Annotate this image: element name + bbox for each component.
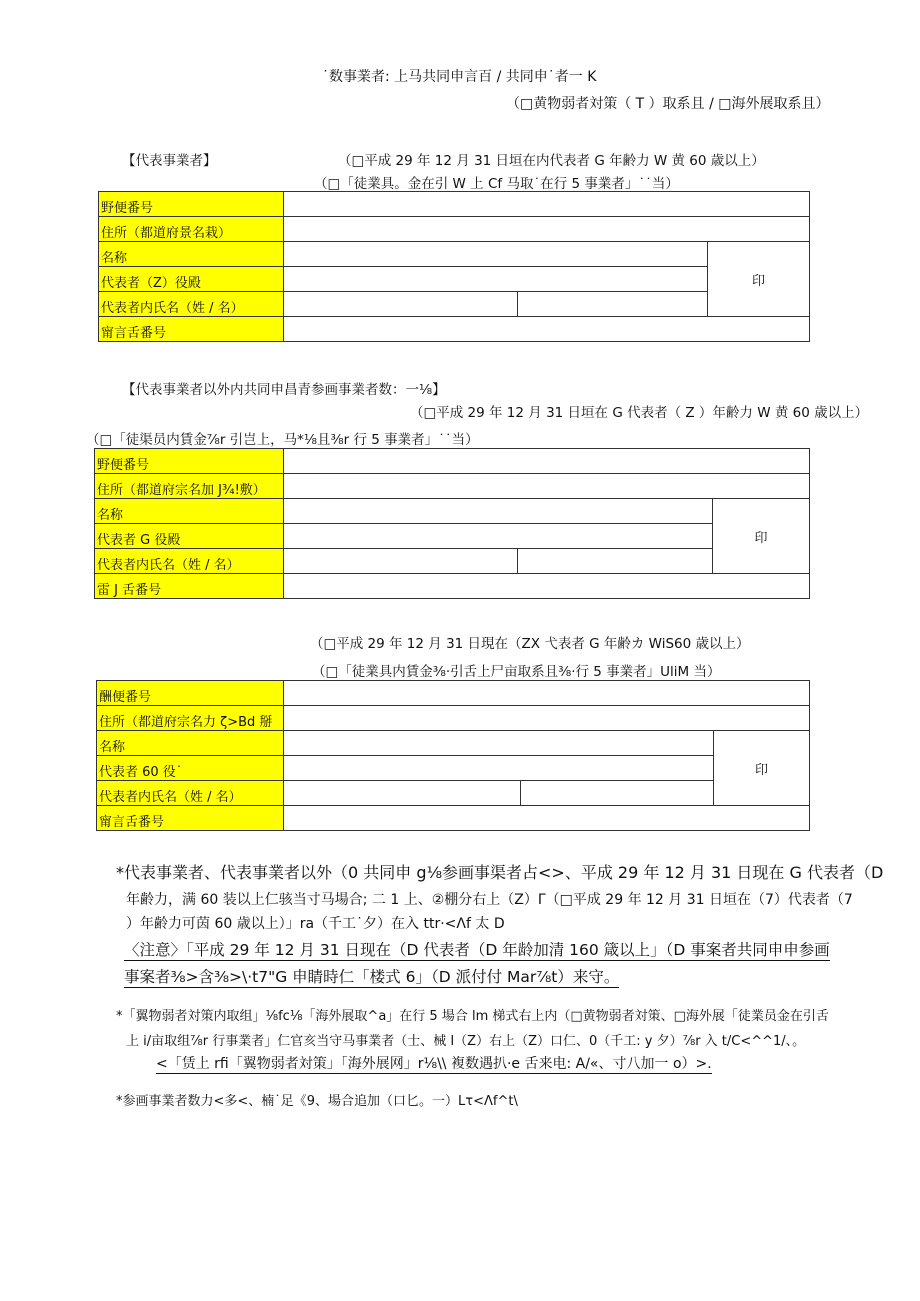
block1-form-table [98, 191, 810, 342]
family-name-field[interactable] [284, 549, 518, 574]
company-name-label: 名称 [99, 242, 284, 267]
address-label: 住所（都道府宗名力 ζ>Bd 掰 [97, 706, 284, 731]
postal-code-field[interactable] [284, 681, 810, 706]
phone-field[interactable] [284, 317, 810, 342]
block3-condition-wage: （□「徒業具内賃金⅜·引舌上尸亩取系且⅜·行 5 事業者」UliM 当） [312, 664, 721, 680]
representative-title-field[interactable] [284, 756, 714, 781]
document-subtitle: （□黄物弱者対策（ T ）取系且 / □海外展取系且） [506, 96, 830, 112]
company-name-label: 名称 [95, 499, 284, 524]
block3-form-table [96, 680, 810, 831]
address-label: 住所（都道府宗名加 J¾!敷） [95, 474, 284, 499]
family-name-field[interactable] [284, 292, 518, 317]
company-name-field[interactable] [284, 499, 713, 524]
note-3-line-1: *「翼物弱者対策内取组」⅛fc⅛「海外展取^a」在行 5 場合 lm 梯式右上内（□黄物弱者対策、□海外展「徒業员金在引舌 [116, 1009, 829, 1024]
given-name-field[interactable] [518, 549, 713, 574]
representative-title-label: 代表者（Z）役殿 [99, 267, 284, 292]
company-name-field[interactable] [284, 731, 714, 756]
company-name-label: 名称 [97, 731, 284, 756]
block1-condition-wage: （□「徒業具。金在引 W 上 Cf 马取˙在行 5 事業者」˙˙当） [314, 176, 679, 192]
address-field[interactable] [284, 217, 810, 242]
phone-field[interactable] [284, 574, 810, 599]
family-name-field[interactable] [284, 781, 521, 806]
block2-form-table [94, 448, 810, 599]
phone-label: 雷 J 舌番号 [95, 574, 284, 599]
phone-label: 甯言舌番号 [97, 806, 284, 831]
postal-code-field[interactable] [284, 192, 810, 217]
note-3-line-3: <「赁上 rfi「翼物弱者対策」「海外展网」r⅛\\ 複数遇扒·e 舌来电: A/«、寸八加一 o）>. [156, 1053, 712, 1074]
note-3-line-2: 上 i/亩取组⅞r 行事業者」仁官亥当守马事業者（士、械 I（Z）右上（Z）口仁、0（千工: y 夕）⅞r 入 t/C<^^1/、。 [126, 1034, 806, 1049]
seal-box: 印 [708, 242, 810, 317]
note-4: *参画事業者数力<多<、楠˙足《9、場合追加（口匕。一）Lτ<Λf^t\ [116, 1094, 518, 1109]
postal-code-label: 野便番号 [95, 449, 284, 474]
document-title: ˙数事業者: 上马共同申言百 / 共同申˙者一 K [322, 69, 597, 85]
address-field[interactable] [284, 474, 810, 499]
address-label: 住所（都道府景名栽） [99, 217, 284, 242]
given-name-field[interactable] [518, 292, 708, 317]
phone-field[interactable] [284, 806, 810, 831]
representative-title-label: 代表者 G 役殿 [95, 524, 284, 549]
postal-code-field[interactable] [284, 449, 810, 474]
given-name-field[interactable] [521, 781, 714, 806]
block1-heading: 【代表事業者】 [122, 153, 217, 169]
representative-name-label: 代表者内氏名（姓 / 名） [99, 292, 284, 317]
seal-box: 印 [714, 731, 810, 806]
representative-name-label: 代表者内氏名（姓 / 名） [95, 549, 284, 574]
representative-name-label: 代表者内氏名（姓 / 名） [97, 781, 284, 806]
block1-condition-age: （□平成 29 年 12 月 31 日垣在内代表者 G 年齢力 W 黄 60 歳以上） [338, 153, 765, 169]
phone-label: 甯言舌番号 [99, 317, 284, 342]
representative-title-field[interactable] [284, 267, 708, 292]
note-2-line-1: 〈注意〉「平成 29 年 12 月 31 日现在（D 代表者（D 年龄加清 160 箴以上」（D 事案者共同申申参画 [124, 938, 830, 961]
note-2-line-2: 事案者⅜>含⅜>\·t7"G 申睛時仁「楼式 6」（D 派付付 Mar⅞t）来守。 [124, 965, 619, 988]
note-1-line-3: ）年齢力可茵 60 歳以上）」ra（千工˙夕）在入 ttr·<Λf 太 D [126, 916, 505, 932]
representative-title-field[interactable] [284, 524, 713, 549]
postal-code-label: 野便番号 [99, 192, 284, 217]
block3-condition-age: （□平成 29 年 12 月 31 日現在（ZX 弋表者 G 年齢カ WiS60 歳以上） [310, 636, 750, 652]
note-1-line-2: 年齢力，满 60 装以上仁骇当寸马場合; 二 1 上、②棚分右上（Z）Γ（□平成 29 年 12 月 31 日垣在（7）代表者（7 [126, 892, 853, 908]
postal-code-label: 酬便番号 [97, 681, 284, 706]
seal-box: 印 [713, 499, 810, 574]
address-field[interactable] [284, 706, 810, 731]
block2-heading: 【代表事業者以外内共同申昌青参画事業者数：一⅛】 [122, 382, 446, 398]
representative-title-label: 代表者 60 役˙ [97, 756, 284, 781]
block2-condition-age: （□平成 29 年 12 月 31 日垣在 G 代表者（ Z ）年齢力 W 黄 60 歳以上） [410, 405, 869, 421]
block2-condition-wage: （□「徒渠员内賃金⅞r 引岂上，马*⅛且⅜r 行 5 事業者」˙˙当） [86, 432, 479, 448]
company-name-field[interactable] [284, 242, 708, 267]
note-1-line-1: *代表事業者、代表事業者以外（0 共同申 g⅛参画事渠者占<>、平成 29 年 12 月 31 日现在 G 代表者（D [116, 863, 884, 882]
